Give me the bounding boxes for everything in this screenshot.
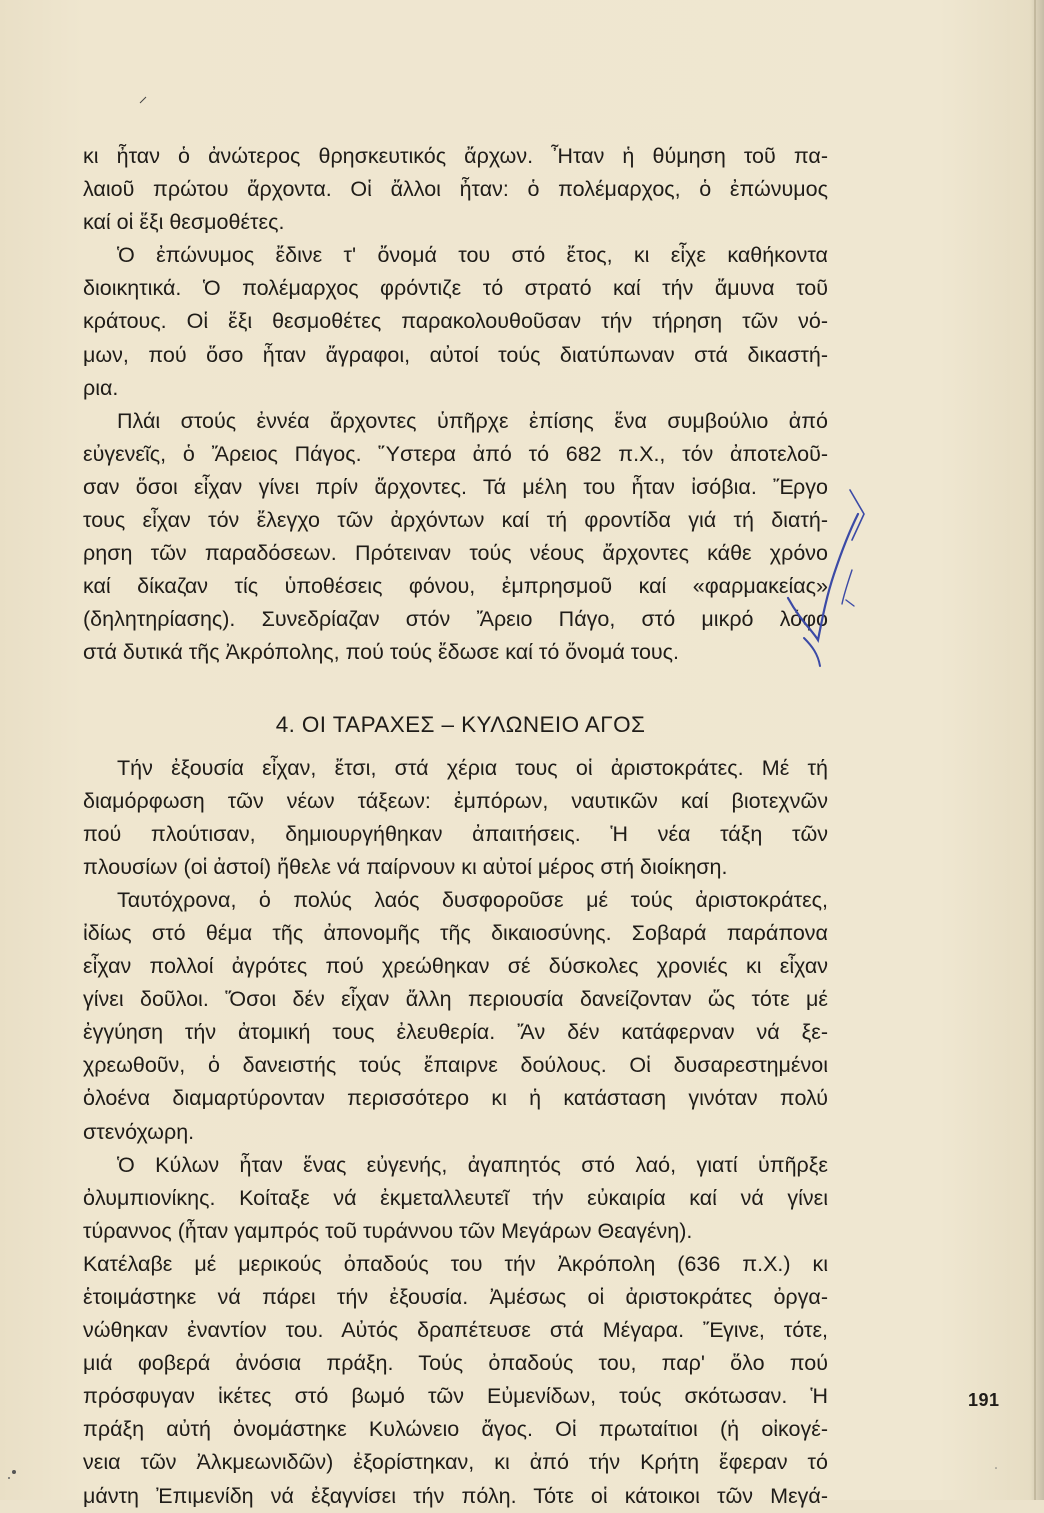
text-line: χρεωθοῦν, ὁ δανειστής τούς ἔπαιρνε δούλους. Οἱ δυσαρεστημένοι bbox=[83, 1053, 828, 1078]
paragraph-eponymos bbox=[83, 239, 828, 404]
section-spacing bbox=[83, 670, 828, 704]
text-line: κράτους. Οἱ ἕξι θεσμοθέτες παρακολουθοῦσαν τήν τήρηση τῶν νό- bbox=[83, 309, 828, 334]
text-line: εὐγενεῖς, ὁ Ἄρειος Πάγος. Ὕστερα ἀπό τό 682 π.Χ., τόν ἀποτελοῦ- bbox=[83, 441, 828, 466]
text-line: Πλάι στούς ἐννέα ἄρχοντες ὑπῆρχε ἐπίσης ἕνα συμβούλιο ἀπό bbox=[117, 408, 828, 433]
text-line: καί οἱ ἕξι θεσμοθέτες. bbox=[83, 210, 285, 235]
text-line: μων, πού ὅσο ἦταν ἄγραφοι, αὐτοί τούς διατύπωναν στά δικαστή- bbox=[83, 342, 828, 367]
text-line: νεια τῶν Ἀλκμεωνιδῶν) ἐξορίστηκαν, κι ἀπό τήν Κρήτη ἔφεραν τό bbox=[83, 1450, 828, 1475]
text-line: σαν ὅσοι εἶχαν γίνει πρίν ἄρχοντες. Τά μέλη του ἦταν ἰσόβια. Ἔργο bbox=[83, 474, 828, 499]
section-heading: 4. ΟΙ ΤΑΡΑΧΕΣ – ΚΥΛΩΝΕΙΟ ΑΓΟΣ bbox=[275, 711, 646, 737]
text-line: ρια. bbox=[83, 375, 119, 400]
paragraph-aristocrats bbox=[83, 752, 828, 884]
text-line: κι ἦταν ὁ ἀνώτερος θρησκευτικός ἄρχων. Ἦταν ἡ θύμηση τοῦ πα- bbox=[83, 144, 828, 168]
text-line: ἑτοιμάστηκε νά πάρει τήν ἐξουσία. Ἀμέσως οἱ ἀριστοκράτες ὀργα- bbox=[83, 1285, 828, 1309]
text-line: (δηλητηρίασης). Συνεδρίαζαν στόν Ἄρειο Πάγο, στό μικρό λόφο bbox=[83, 607, 828, 632]
paragraph-people-discontent bbox=[83, 884, 828, 1149]
text-column bbox=[83, 140, 828, 1513]
paragraph-kylon bbox=[83, 1149, 828, 1513]
text-line: στά δυτικά τῆς Ἀκρόπολης, πού τούς ἔδωσε καί τό ὄνομά τους. bbox=[83, 640, 680, 665]
page-number: 191 bbox=[968, 1390, 1000, 1410]
text-line: διοικητικά. Ὁ πολέμαρχος φρόντιζε τό στρατό καί τήν ἄμυνα τοῦ bbox=[83, 276, 828, 301]
text-line: πού πλούτισαν, δημιουργήθηκαν ἀπαιτήσεις. Ἡ νέα τάξη τῶν bbox=[83, 821, 828, 846]
handwritten-pen-mark bbox=[760, 470, 880, 680]
text-line: ἰδίως στό θέμα τῆς ἀπονομῆς τῆς δικαιοσύνης. Σοβαρά παράπονα bbox=[83, 920, 828, 945]
text-line: γίνει δοῦλοι. Ὅσοι δέν εἶχαν ἄλλη περιουσία δανείζονταν ὥς τότε μέ bbox=[83, 987, 828, 1012]
text-line: Κατέλαβε μέ μερικούς ὀπαδούς του τήν Ἀκρόπολη (636 π.Χ.) κι bbox=[83, 1251, 828, 1276]
text-line: πρόσφυγαν ἱκέτες στό βωμό τῶν Εὐμενίδων, τούς σκότωσαν. Ἡ bbox=[83, 1384, 828, 1409]
text-line: ἐγγύηση τήν ἀτομική τους ἐλευθερία. Ἄν δέν κατάφερναν νά ξε- bbox=[83, 1020, 828, 1045]
text-line: τύραννος (ἦταν γαμπρός τοῦ τυράννου τῶν Μεγάρων Θεαγένη). bbox=[83, 1218, 693, 1243]
text-line: Ὁ ἐπώνυμος ἔδινε τ' ὄνομά του στό ἔτος, κι εἶχε καθήκοντα bbox=[117, 243, 828, 268]
text-line: λαιοῦ πρώτου ἄρχοντα. Οἱ ἄλλοι ἦταν: ὁ πολέμαρχος, ὁ ἐπώνυμος bbox=[83, 177, 828, 202]
text-line: τους εἶχαν τόν ἔλεγχο τῶν ἀρχόντων καί τή φροντίδα γιά τή διατή- bbox=[83, 508, 828, 533]
text-line: ὀλυμπιονίκης. Κοίταξε νά ἐκμεταλλευτεῖ τήν εὐκαιρία καί νά γίνει bbox=[83, 1185, 828, 1210]
text-line: πλουσίων (οἱ ἀστοί) ἤθελε νά παίρνουν κι αὐτοί μέρος στή διοίκηση. bbox=[83, 854, 728, 879]
text-line: ρηση τῶν παραδόσεων. Πρότειναν τούς νέους ἄρχοντες κάθε χρόνο bbox=[83, 541, 828, 566]
text-line: καί δίκαζαν τίς ὑποθέσεις φόνου, ἐμπρησμοῦ καί «φαρμακείας» bbox=[83, 574, 828, 599]
text-line: στενόχωρη. bbox=[83, 1119, 195, 1144]
paragraph-archons-intro bbox=[83, 140, 828, 239]
text-line: εἶχαν πολλοί ἀγρότες πού χρεώθηκαν σέ δύσκολες χρονιές κι εἶχαν bbox=[83, 954, 828, 979]
text-line: πράξη αὐτή ὀνομάστηκε Κυλώνειο ἄγος. Οἱ πρωταίτιοι (ἡ οἰκογέ- bbox=[83, 1417, 828, 1442]
text-line: νώθηκαν ἐναντίον του. Αὐτός δραπέτευσε στά Μέγαρα. Ἔγινε, τότε, bbox=[83, 1318, 828, 1343]
text-line: διαμόρφωση τῶν νέων τάξεων: ἐμπόρων, ναυτικῶν καί βιοτεχνῶν bbox=[83, 788, 828, 813]
paragraph-areios-pagos bbox=[83, 405, 828, 670]
text-line: μιά φοβερά ἀνόσια πράξη. Τούς ὀπαδούς του, παρ' ὅλο πού bbox=[83, 1351, 828, 1376]
text-line: Ὁ Κύλων ἦταν ἕνας εὐγενής, ἀγαπητός στό λαό, γιατί ὑπῆρξε bbox=[117, 1152, 828, 1177]
text-line: Τήν ἐξουσία εἶχαν, ἔτσι, στά χέρια τους οἱ ἀριστοκράτες. Μέ τή bbox=[117, 755, 828, 780]
text-line: Ταυτόχρονα, ὁ πολύς λαός δυσφοροῦσε μέ τούς ἀριστοκράτες, bbox=[117, 887, 828, 912]
text-line: ὁλοένα διαμαρτύρονταν περισσότερο κι ἡ κατάσταση γινόταν πολύ bbox=[83, 1086, 828, 1111]
text-line: μάντη Ἐπιμενίδη νά ἐξαγνίσει τήν πόλη. Τότε οἱ κάτοικοι τῶν Μεγά- bbox=[83, 1483, 828, 1508]
